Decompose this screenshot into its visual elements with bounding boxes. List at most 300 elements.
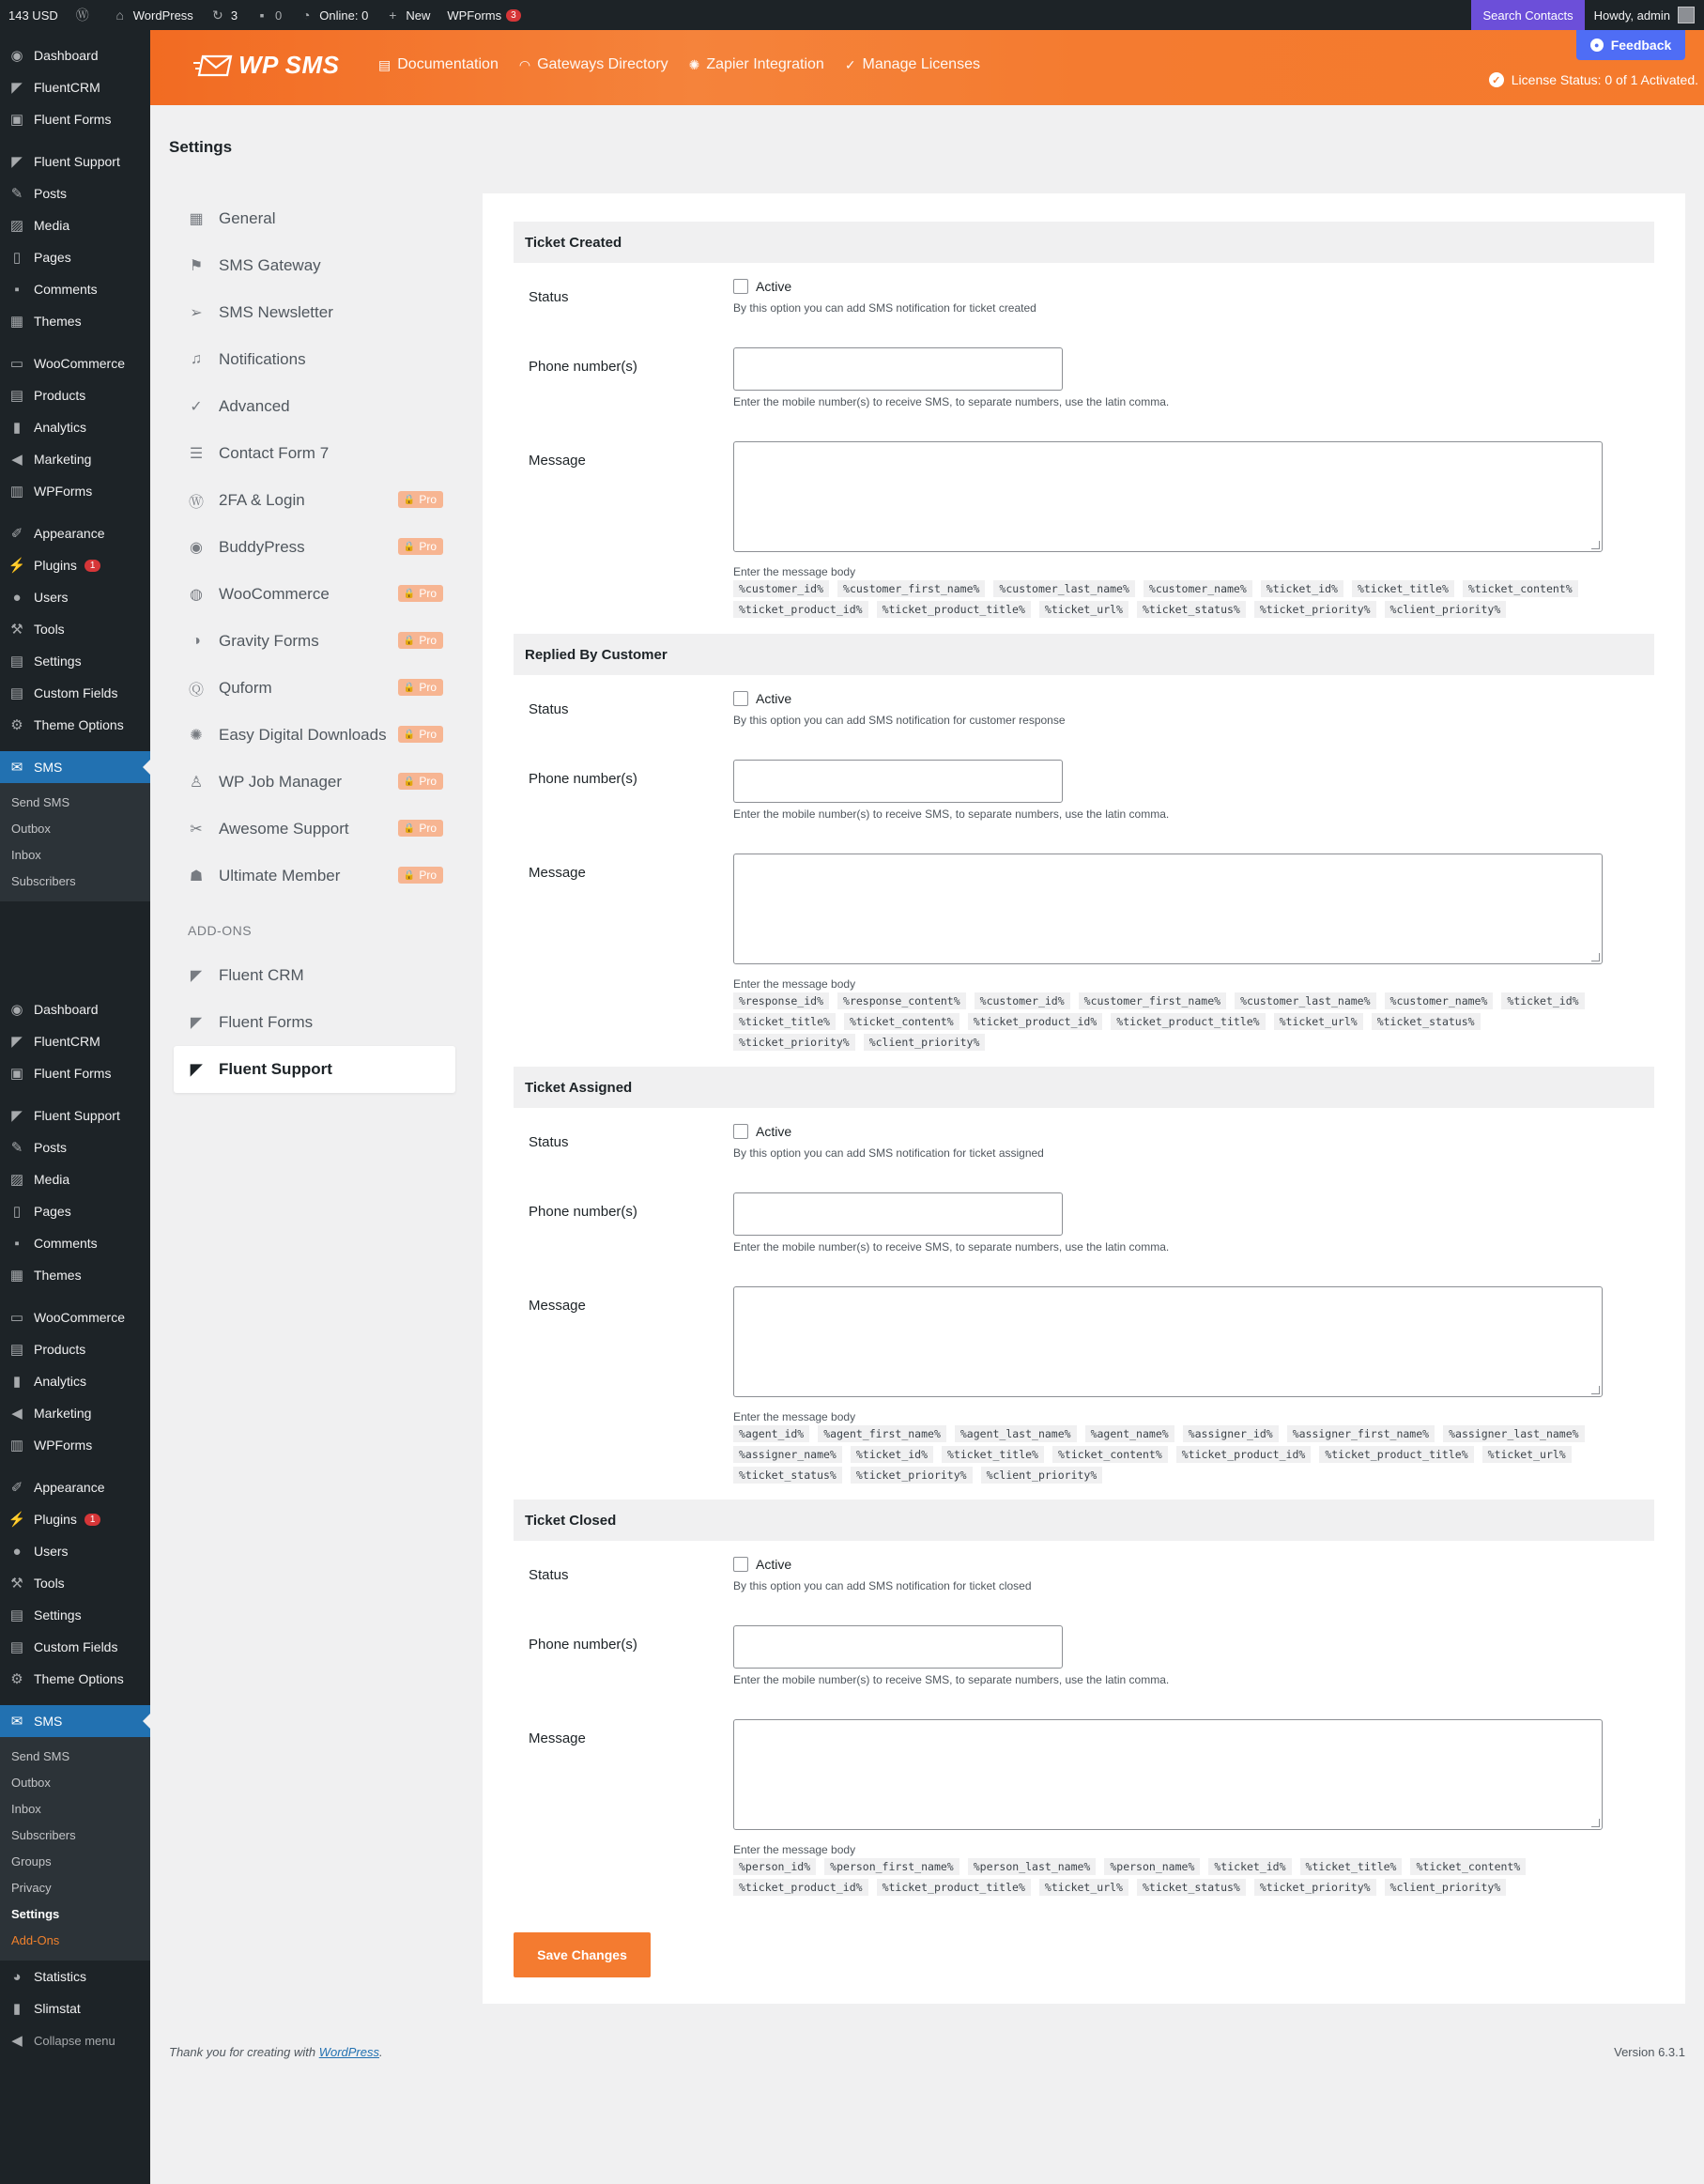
sidebar-item-label: Analytics xyxy=(34,1374,87,1389)
wpforms-label: WPForms xyxy=(447,8,502,23)
submenu-item-settings[interactable]: Settings xyxy=(11,1906,60,1921)
sidebar-item-statistics[interactable] xyxy=(0,1961,150,1992)
sidebar-item-analytics[interactable] xyxy=(0,411,150,443)
search-contacts-label: Search Contacts xyxy=(1482,8,1574,23)
sidebar-item-fluentcrm[interactable] xyxy=(0,1025,150,1057)
feedback-label: Feedback xyxy=(1610,38,1672,53)
sidebar-item-woocommerce[interactable] xyxy=(0,1301,150,1333)
sidebar-item-slimstat[interactable] xyxy=(0,1992,150,2024)
woocommerce-icon: ▭ xyxy=(9,356,24,372)
variable-tag[interactable]: %response_content% xyxy=(837,992,966,1009)
sms-submenu xyxy=(0,783,150,901)
wpforms-menu[interactable] xyxy=(438,0,529,30)
settings-nav-general[interactable] xyxy=(174,195,455,242)
submenu-item-send-sms[interactable]: Send SMS xyxy=(11,794,70,809)
fluentcrm-icon: ◤ xyxy=(11,80,23,96)
sidebar-item-media[interactable] xyxy=(0,1163,150,1195)
nav-manage-licenses[interactable] xyxy=(845,56,980,73)
updates-icon: ↻ xyxy=(211,8,223,23)
settings-nav-label: General xyxy=(219,209,276,227)
variable-tag[interactable]: %ticket_status% xyxy=(1372,1013,1481,1030)
new-content-menu[interactable] xyxy=(376,0,438,30)
section-title: Ticket Assigned xyxy=(525,1079,633,1096)
sidebar-item-settings[interactable] xyxy=(0,645,150,677)
section-title: Ticket Closed xyxy=(525,1512,617,1529)
updates-count: 3 xyxy=(230,8,238,23)
phone-label: Phone number(s) xyxy=(529,771,637,787)
sidebar-item-label: Fluent Support xyxy=(34,1108,120,1123)
pro-label: Pro xyxy=(419,728,437,741)
pro-label: Pro xyxy=(419,587,437,600)
sidebar-item-woocommerce[interactable] xyxy=(0,347,150,379)
variable-tag[interactable]: %ticket_product_id% xyxy=(1176,1446,1312,1463)
brush-icon: ✐ xyxy=(10,526,23,542)
sidebar-item-wpforms[interactable] xyxy=(0,1429,150,1461)
settings-nav-contact-form-7[interactable] xyxy=(174,430,455,477)
variable-tag[interactable]: %ticket_priority% xyxy=(851,1467,973,1484)
sidebar-item-marketing[interactable] xyxy=(0,443,150,475)
variable-tag[interactable]: %ticket_url% xyxy=(1274,1013,1363,1030)
sidebar-item-sms-repeat[interactable] xyxy=(0,1705,150,1737)
currency-label: 143 USD xyxy=(8,8,58,23)
gravity-forms-icon: ◑ xyxy=(192,633,201,649)
sidebar-item-label: Posts xyxy=(34,1140,68,1155)
variable-tags xyxy=(733,1425,1616,1487)
sidebar-item-label: Plugins xyxy=(34,558,77,573)
sidebar-item-label: SMS xyxy=(34,1714,63,1729)
active-checkbox[interactable] xyxy=(733,279,791,294)
home-icon: ⌂ xyxy=(115,8,124,23)
sidebar-item-plugins[interactable] xyxy=(0,549,150,581)
sidebar-item-label: Pages xyxy=(34,250,71,265)
nav-documentation[interactable] xyxy=(378,56,499,73)
online-menu[interactable] xyxy=(290,0,376,30)
envelope-icon: ✉ xyxy=(10,760,23,776)
status-description: By this option you can add SMS notification for ticket created xyxy=(733,301,1036,315)
pin-icon: ✎ xyxy=(10,186,23,202)
variable-tag[interactable]: %ticket_product_id% xyxy=(733,601,868,618)
variable-tag[interactable]: %agent_first_name% xyxy=(818,1425,946,1442)
sidebar-item-custom-fields[interactable] xyxy=(0,1631,150,1663)
gear-icon: ⚙ xyxy=(10,1671,23,1687)
submenu-item-inbox[interactable]: Inbox xyxy=(11,847,41,862)
submenu-item-outbox[interactable]: Outbox xyxy=(11,821,51,836)
message-description: Enter the message body xyxy=(733,1843,856,1856)
feedback-button[interactable] xyxy=(1576,30,1685,60)
submenu-item-subscribers[interactable]: Subscribers xyxy=(11,873,76,888)
bar-chart-icon: ▮ xyxy=(12,2001,22,2017)
variable-tag[interactable]: %person_first_name% xyxy=(824,1858,959,1875)
sidebar-item-sms[interactable] xyxy=(0,751,150,783)
sidebar-item-fluent-forms[interactable] xyxy=(0,1057,150,1089)
variable-tag[interactable]: %customer_last_name% xyxy=(1235,992,1375,1009)
sidebar-item-label: WPForms xyxy=(34,1438,93,1453)
settings-nav-notifications[interactable] xyxy=(174,336,455,383)
sidebar-item-fluent-forms[interactable] xyxy=(0,103,150,135)
lock-icon: 🔒 xyxy=(403,776,416,787)
sidebar-item-plugins[interactable] xyxy=(0,1503,150,1535)
phone-numbers-input[interactable] xyxy=(733,347,1063,391)
wordpress-link[interactable]: WordPress xyxy=(318,2045,379,2059)
settings-nav-label: Easy Digital Downloads xyxy=(219,726,387,744)
settings-nav-fluent-forms[interactable] xyxy=(174,999,455,1046)
active-checkbox[interactable] xyxy=(733,1124,791,1139)
variable-tag[interactable]: %customer_first_name% xyxy=(1079,992,1226,1009)
sidebar-item-label: FluentCRM xyxy=(34,80,100,95)
sidebar-item-appearance[interactable] xyxy=(0,517,150,549)
variable-tag[interactable]: %ticket_url% xyxy=(1039,601,1128,618)
sidebar-item-label: Tools xyxy=(34,1576,65,1591)
settings-nav-awesome-support[interactable] xyxy=(174,806,455,853)
themes-icon: ▦ xyxy=(9,314,24,330)
sidebar-item-posts[interactable] xyxy=(0,1131,150,1163)
variable-tag[interactable]: %ticket_product_title% xyxy=(877,1879,1031,1896)
status-label: Status xyxy=(529,701,569,717)
online-icon: ◔ xyxy=(302,8,311,23)
settings-nav-label: 2FA & Login xyxy=(219,491,305,509)
variable-tag[interactable]: %ticket_url% xyxy=(1482,1446,1572,1463)
page-title: Settings xyxy=(169,138,233,156)
variable-tag[interactable]: %agent_name% xyxy=(1085,1425,1174,1442)
submenu-item-add-ons[interactable]: Add-Ons xyxy=(11,1932,60,1947)
variable-tag[interactable]: %ticket_product_id% xyxy=(733,1879,868,1896)
submenu-item-privacy[interactable]: Privacy xyxy=(11,1880,52,1895)
variable-tag[interactable]: %ticket_status% xyxy=(733,1467,842,1484)
variable-tags xyxy=(733,580,1616,622)
settings-nav-quform[interactable] xyxy=(174,665,455,712)
check-icon: ✓ xyxy=(1489,72,1504,87)
active-label: Active xyxy=(756,1557,792,1572)
header-nav xyxy=(378,56,1001,73)
variable-tag[interactable]: %assigner_name% xyxy=(733,1446,842,1463)
sidebar-item-users[interactable] xyxy=(0,1535,150,1567)
megaphone-icon: ◀ xyxy=(11,452,23,468)
phone-label: Phone number(s) xyxy=(529,359,637,375)
phone-description: Enter the mobile number(s) to receive SMS, to separate numbers, use the latin comma. xyxy=(733,1240,1170,1253)
variable-tag[interactable]: %person_name% xyxy=(1104,1858,1200,1875)
submenu-item-groups[interactable]: Groups xyxy=(11,1853,52,1869)
pro-badge xyxy=(398,632,443,649)
sidebar-item-pages[interactable] xyxy=(0,241,150,273)
variable-tag[interactable]: %ticket_url% xyxy=(1039,1879,1128,1896)
sidebar-item-media[interactable] xyxy=(0,209,150,241)
easy-digital-downloads-icon: ✺ xyxy=(190,728,203,744)
new-label: New xyxy=(406,8,431,23)
sidebar-item-label: WPForms xyxy=(34,484,93,499)
plus-icon: + xyxy=(389,8,397,23)
plugin-icon: ⚡ xyxy=(8,1512,26,1528)
status-description: By this option you can add SMS notification for customer response xyxy=(733,714,1066,727)
sidebar-item-products[interactable] xyxy=(0,379,150,411)
variable-tag[interactable]: %ticket_title% xyxy=(1300,1858,1403,1875)
addons-heading: ADD-ONS xyxy=(188,923,253,938)
settings-nav-wp-job-manager[interactable] xyxy=(174,759,455,806)
variable-tag[interactable]: %client_priority% xyxy=(864,1034,986,1051)
variable-tag[interactable]: %ticket_priority% xyxy=(733,1034,855,1051)
comment-icon: ▪ xyxy=(14,281,20,298)
variable-tag[interactable]: %ticket_priority% xyxy=(1254,1879,1376,1896)
submenu-item-subscribers[interactable]: Subscribers xyxy=(11,1827,76,1842)
checkbox-box[interactable] xyxy=(733,279,748,294)
collapse-icon: ◀ xyxy=(11,2033,23,2049)
variable-tag[interactable]: %customer_last_name% xyxy=(993,580,1134,597)
variable-tag[interactable]: %assigner_last_name% xyxy=(1443,1425,1584,1442)
checkbox-box[interactable] xyxy=(733,1557,748,1572)
status-label: Status xyxy=(529,1134,569,1150)
settings-nav-sms-newsletter[interactable] xyxy=(174,289,455,336)
message-label: Message xyxy=(529,865,586,881)
avatar xyxy=(1678,7,1695,23)
footer-period: . xyxy=(379,2045,383,2059)
settings-nav-fluent-crm[interactable] xyxy=(174,952,455,999)
logo-text: WP SMS xyxy=(238,51,340,79)
checkbox-box[interactable] xyxy=(733,691,748,706)
sidebar-item-label: Fluent Forms xyxy=(34,1066,112,1081)
sidebar-item-comments[interactable] xyxy=(0,273,150,305)
wordpress-icon: Ⓦ xyxy=(75,8,89,23)
settings-nav-label: WP Job Manager xyxy=(219,773,343,791)
variable-tag[interactable]: %ticket_title% xyxy=(942,1446,1044,1463)
plugins-update-badge: 1 xyxy=(84,560,101,572)
fluent-forms-icon: ◤ xyxy=(190,1015,203,1031)
variable-tag[interactable]: %ticket_id% xyxy=(1501,992,1584,1009)
submenu-item-inbox[interactable]: Inbox xyxy=(11,1801,41,1816)
active-checkbox[interactable] xyxy=(733,1557,791,1572)
ultimate-member-icon: ☗ xyxy=(189,869,204,884)
pro-label: Pro xyxy=(419,775,437,788)
sidebar-item-label: Analytics xyxy=(34,420,87,435)
phone-numbers-input[interactable] xyxy=(733,1192,1063,1236)
variable-tag[interactable]: %ticket_content% xyxy=(1463,580,1578,597)
variable-tag[interactable]: %agent_last_name% xyxy=(955,1425,1077,1442)
variable-tag[interactable]: %ticket_content% xyxy=(844,1013,959,1030)
settings-nav-ultimate-member[interactable] xyxy=(174,853,455,900)
settings-nav-fluent-support[interactable] xyxy=(174,1046,455,1093)
sidebar-item-settings[interactable] xyxy=(0,1599,150,1631)
sidebar-item-posts[interactable] xyxy=(0,177,150,209)
variable-tag[interactable]: %ticket_title% xyxy=(733,1013,836,1030)
variable-tag[interactable]: %client_priority% xyxy=(1385,601,1507,618)
sidebar-item-label: SMS xyxy=(34,760,63,775)
settings-nav-easy-digital-downloads[interactable] xyxy=(174,712,455,759)
settings-nav-buddypress[interactable] xyxy=(174,524,455,571)
fluent-support-icon: ◤ xyxy=(190,1062,203,1078)
chart-icon: ◕ xyxy=(12,1968,22,1985)
variable-tag[interactable]: %agent_id% xyxy=(733,1425,809,1442)
sidebar-item-tools[interactable] xyxy=(0,1567,150,1599)
sidebar-group-primary xyxy=(0,39,150,135)
variable-tag[interactable]: %ticket_content% xyxy=(1052,1446,1168,1463)
variable-tag[interactable]: %ticket_product_title% xyxy=(877,601,1031,618)
sidebar-item-pages[interactable] xyxy=(0,1195,150,1227)
settings-nav-label: SMS Gateway xyxy=(219,256,321,274)
variable-tag[interactable]: %customer_id% xyxy=(975,992,1070,1009)
sidebar-item-marketing[interactable] xyxy=(0,1397,150,1429)
settings-nav-label: WooCommerce xyxy=(219,585,330,603)
sidebar-item-fluent-support[interactable] xyxy=(0,146,150,177)
2fa-login-icon: Ⓦ xyxy=(188,494,204,511)
variable-tag[interactable]: %ticket_priority% xyxy=(1254,601,1376,618)
sidebar-item-products[interactable] xyxy=(0,1333,150,1365)
envelope-icon: ✉ xyxy=(10,1714,23,1730)
sidebar-item-themes[interactable] xyxy=(0,305,150,337)
sidebar-item-label: Media xyxy=(34,1172,70,1187)
settings-nav-woocommerce[interactable] xyxy=(174,571,455,618)
sidebar-item-wpforms[interactable] xyxy=(0,475,150,507)
comments-menu[interactable] xyxy=(246,0,290,30)
nav-gateways-directory[interactable] xyxy=(519,56,668,73)
collapse-menu-button[interactable] xyxy=(0,2024,150,2056)
sidebar-group-content xyxy=(0,146,150,337)
wp-job-manager-icon: ♙ xyxy=(189,775,204,791)
comments-count: 0 xyxy=(275,8,283,23)
sidebar-item-themes[interactable] xyxy=(0,1259,150,1291)
online-label: Online: 0 xyxy=(319,8,369,23)
pro-label: Pro xyxy=(419,493,437,506)
lock-icon: 🔒 xyxy=(403,494,416,505)
custom-fields-icon: ▤ xyxy=(9,1639,24,1655)
settings-nav-label: Awesome Support xyxy=(219,820,349,838)
pro-label: Pro xyxy=(419,634,437,647)
variable-tag[interactable]: %ticket_product_title% xyxy=(1111,1013,1265,1030)
user-icon: ● xyxy=(12,589,22,606)
wp-logo-menu[interactable] xyxy=(67,0,104,30)
message-textarea[interactable] xyxy=(733,854,1603,964)
sidebar-item-fluent-support[interactable] xyxy=(0,1100,150,1131)
variable-tag[interactable]: %customer_name% xyxy=(1385,992,1494,1009)
my-account-menu[interactable] xyxy=(1585,0,1704,30)
check-circle-icon: ✓ xyxy=(844,56,856,72)
sidebar-item-theme-options[interactable] xyxy=(0,709,150,741)
variable-tag[interactable]: %customer_id% xyxy=(733,580,829,597)
variable-tag[interactable]: %ticket_status% xyxy=(1137,1879,1246,1896)
sidebar-item-label: WooCommerce xyxy=(34,1310,125,1325)
variable-tag[interactable]: %response_id% xyxy=(733,992,829,1009)
phone-numbers-input[interactable] xyxy=(733,1625,1063,1669)
pro-badge xyxy=(398,726,443,743)
awesome-support-icon: ✂ xyxy=(190,822,203,838)
variable-tag[interactable]: %client_priority% xyxy=(1385,1879,1507,1896)
search-contacts-button[interactable] xyxy=(1471,0,1584,30)
sidebar-item-label: Pages xyxy=(34,1204,71,1219)
checkbox-box[interactable] xyxy=(733,1124,748,1139)
sidebar-item-label: Custom Fields xyxy=(34,1639,118,1654)
analytics-icon: ▮ xyxy=(12,1374,22,1390)
variable-tag[interactable]: %ticket_status% xyxy=(1137,601,1246,618)
sidebar-item-theme-options[interactable] xyxy=(0,1663,150,1695)
sidebar-item-tools[interactable] xyxy=(0,613,150,645)
currency-balance[interactable] xyxy=(0,0,67,30)
message-description: Enter the message body xyxy=(733,565,856,578)
pro-badge xyxy=(398,491,443,508)
phone-description: Enter the mobile number(s) to receive SMS, to separate numbers, use the latin comma. xyxy=(733,395,1170,408)
sidebar-item-label: Plugins xyxy=(34,1512,77,1527)
collapse-label: Collapse menu xyxy=(34,2033,115,2048)
site-name-menu[interactable] xyxy=(104,0,202,30)
variable-tag[interactable]: %assigner_id% xyxy=(1183,1425,1279,1442)
pin-icon: ✎ xyxy=(10,1140,23,1156)
sidebar-item-appearance[interactable] xyxy=(0,1471,150,1503)
active-checkbox[interactable] xyxy=(733,691,791,706)
megaphone-icon: ◀ xyxy=(11,1406,23,1422)
message-label: Message xyxy=(529,1298,586,1314)
variable-tag[interactable]: %person_id% xyxy=(733,1858,816,1875)
submenu-item-outbox[interactable]: Outbox xyxy=(11,1775,51,1790)
settings-nav-gravity-forms[interactable] xyxy=(174,618,455,665)
settings-nav-sms-gateway[interactable] xyxy=(174,242,455,289)
admin-bar xyxy=(0,0,1704,30)
section-header xyxy=(514,222,1654,263)
sidebar-item-users[interactable] xyxy=(0,581,150,613)
settings-icon: ▤ xyxy=(9,1607,24,1623)
submenu-item-send-sms[interactable]: Send SMS xyxy=(11,1748,70,1763)
logo-envelope-icon xyxy=(193,54,233,78)
sidebar-item-dashboard[interactable] xyxy=(0,39,150,71)
variable-tag[interactable]: %assigner_first_name% xyxy=(1287,1425,1435,1442)
woocommerce-icon: ▭ xyxy=(9,1310,24,1326)
products-icon: ▤ xyxy=(9,1342,24,1358)
brush-icon: ✐ xyxy=(10,1480,23,1496)
variable-tag[interactable]: %customer_first_name% xyxy=(837,580,985,597)
sidebar-item-label: Users xyxy=(34,1544,69,1559)
settings-nav-label: Fluent CRM xyxy=(219,966,304,984)
pro-badge xyxy=(398,820,443,837)
sidebar-item-label: FluentCRM xyxy=(34,1034,100,1049)
save-changes-button[interactable] xyxy=(514,1932,651,1977)
wp-sms-logo[interactable] xyxy=(193,51,339,80)
variable-tags xyxy=(733,992,1616,1054)
sidebar-item-custom-fields[interactable] xyxy=(0,677,150,709)
message-textarea[interactable] xyxy=(733,1719,1603,1830)
variable-tag[interactable]: %ticket_product_id% xyxy=(968,1013,1103,1030)
updates-menu[interactable] xyxy=(202,0,246,30)
quform-icon: Ⓠ xyxy=(188,682,204,699)
fluent-support-icon: ◤ xyxy=(11,154,23,170)
sidebar-item-comments[interactable] xyxy=(0,1227,150,1259)
pro-badge xyxy=(398,585,443,602)
settings-nav-advanced[interactable] xyxy=(174,383,455,430)
message-textarea[interactable] xyxy=(733,1286,1603,1397)
sidebar-group-tail xyxy=(0,1961,150,2024)
variable-tag[interactable]: %person_last_name% xyxy=(968,1858,1097,1875)
pro-label: Pro xyxy=(419,869,437,882)
form-icon: ☰ xyxy=(189,446,204,462)
sidebar-item-label: Settings xyxy=(34,654,82,669)
variable-tag[interactable]: %customer_name% xyxy=(1144,580,1252,597)
lock-icon: 🔒 xyxy=(403,635,416,646)
variable-tag[interactable]: %ticket_product_title% xyxy=(1319,1446,1473,1463)
wp-sms-header xyxy=(150,30,1704,105)
variable-tag[interactable]: %ticket_id% xyxy=(851,1446,933,1463)
sidebar-item-dashboard[interactable] xyxy=(0,993,150,1025)
nav-zapier-integration[interactable] xyxy=(689,56,824,73)
settings-nav-2fa-login[interactable] xyxy=(174,477,455,524)
sidebar-item-analytics[interactable] xyxy=(0,1365,150,1397)
sidebar-item-label: Comments xyxy=(34,282,98,297)
variable-tag[interactable]: %client_priority% xyxy=(981,1467,1103,1484)
variable-tag[interactable]: %ticket_id% xyxy=(1208,1858,1291,1875)
admin-sidebar xyxy=(0,30,150,2184)
settings-panel xyxy=(483,193,1685,2004)
variable-tag[interactable]: %ticket_id% xyxy=(1261,580,1343,597)
variable-tag[interactable]: %ticket_title% xyxy=(1352,580,1454,597)
message-textarea[interactable] xyxy=(733,441,1603,552)
wrench-icon: ⚒ xyxy=(10,1576,23,1592)
sidebar-item-label: Fluent Support xyxy=(34,154,120,169)
variable-tag[interactable]: %ticket_content% xyxy=(1410,1858,1526,1875)
phone-numbers-input[interactable] xyxy=(733,760,1063,803)
sidebar-item-fluentcrm[interactable] xyxy=(0,71,150,103)
